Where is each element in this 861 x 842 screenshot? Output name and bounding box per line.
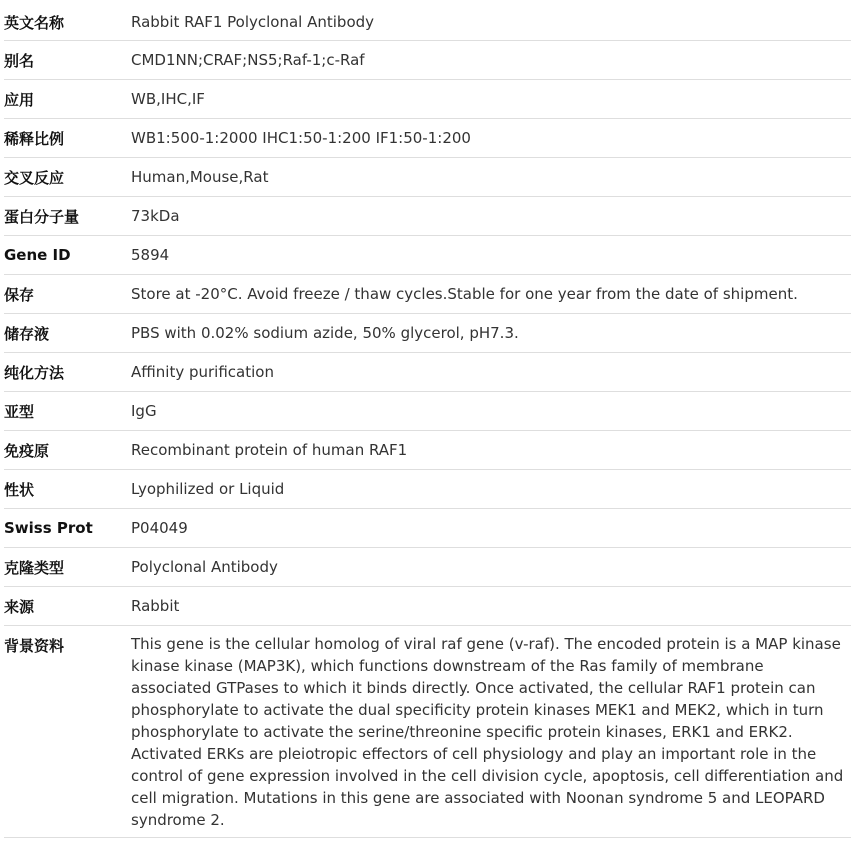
spec-row-swiss-prot [4,509,851,548]
spec-value: Recombinant protein of human RAF1 [131,431,851,470]
spec-row-clonality [4,548,851,587]
spec-label: 英文名称 [4,13,65,32]
spec-label: Swiss Prot [4,509,131,548]
spec-label: 应用 [4,80,131,119]
spec-label: 克隆类型 [4,548,131,587]
spec-row-immunogen [4,431,851,470]
spec-value: Lyophilized or Liquid [131,470,851,509]
spec-row-application [4,80,851,119]
spec-row-background [4,626,851,832]
spec-row-gene-id [4,236,851,275]
spec-row-molecular-weight [4,197,851,236]
spec-row-purification [4,353,851,392]
spec-value: WB,IHC,IF [131,80,851,119]
spec-row-storage-buffer [4,314,851,353]
spec-value: Affinity purification [131,353,851,392]
spec-value: P04049 [131,509,851,548]
spec-value: 5894 [131,236,851,275]
spec-row-alias [4,41,851,80]
spec-label: 保存 [4,275,131,314]
spec-row-dilution [4,119,851,158]
spec-value: Human,Mouse,Rat [131,158,851,197]
spec-table-body [4,4,851,831]
spec-label: 蛋白分子量 [4,197,131,236]
spec-value: Polyclonal Antibody [131,548,851,587]
spec-label: 免疫原 [4,431,131,470]
spec-value: IgG [131,392,851,431]
spec-row-english-name [4,4,851,41]
spec-value: Store at -20°C. Avoid freeze / thaw cycles.Stable for one year from the date of shipment. [131,275,851,314]
spec-value: WB1:500-1:2000 IHC1:50-1:200 IF1:50-1:200 [131,119,851,158]
spec-value: Rabbit RAF1 Polyclonal Antibody [131,13,375,31]
spec-row-storage [4,275,851,314]
spec-value-paragraph: This gene is the cellular homolog of viral raf gene (v-raf). The encoded protein is a MAP kinase kinase kinase (MAP3K), which functions downstream of the Ras family of membrane associated GTPases to which it binds directly. Once activated, the cellular RAF1 protein can phosphorylate to activate the dual specificity protein kinases MEK1 and MEK2, which in turn phosphorylate to activate the serine/threonine specific protein kinases, ERK1 and ERK2. Activated ERKs are pleiotropic effectors of cell physiology and play an important role in the control of gene expression involved in the cell division cycle, apoptosis, cell differentiation and cell migration. Mutations in this gene are associated with Noonan syndrome 5 and LEOPARD syndrome 2. [131,626,851,832]
spec-value: Rabbit [131,587,851,626]
spec-label: 来源 [4,587,131,626]
spec-value: CMD1NN;CRAF;NS5;Raf-1;c-Raf [131,41,851,80]
spec-row-reactivity [4,158,851,197]
spec-label: 亚型 [4,392,131,431]
product-spec-table [4,4,851,831]
spec-row-form [4,470,851,509]
spec-value: PBS with 0.02% sodium azide, 50% glycerol, pH7.3. [131,314,851,353]
spec-row-isotype [4,392,851,431]
spec-label: 储存液 [4,314,131,353]
spec-label: 性状 [4,470,131,509]
spec-row-host [4,587,851,626]
spec-label: 别名 [4,41,131,80]
spec-label: 稀释比例 [4,119,131,158]
spec-label: 背景资料 [4,626,131,832]
spec-label: 交叉反应 [4,158,131,197]
spec-label: 纯化方法 [4,353,131,392]
table-bottom-divider [4,837,851,838]
spec-label: Gene ID [4,236,131,275]
spec-value: 73kDa [131,197,851,236]
